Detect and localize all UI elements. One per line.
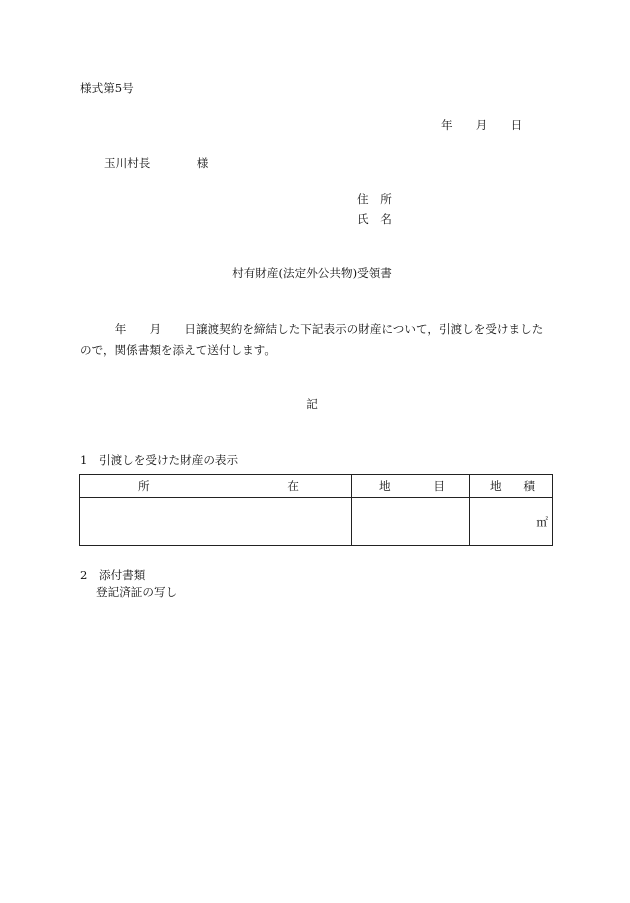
header-land-category xyxy=(352,475,470,498)
header-location-char-2: 在 xyxy=(287,479,299,493)
date-line: 年 月 日 xyxy=(441,118,523,132)
cell-area xyxy=(470,498,553,546)
header-area-char-1: 地 xyxy=(490,479,502,493)
body-line-1: 年 月 日譲渡契約を締結した下記表示の財産について，引渡しを受けました xyxy=(80,322,544,336)
header-location xyxy=(80,475,352,498)
form-number: 様式第5号 xyxy=(80,81,134,95)
header-location-char-1: 所 xyxy=(138,479,150,493)
header-location-label xyxy=(80,478,351,494)
sender-address-label: 住 所 xyxy=(357,192,392,206)
property-table-header-row xyxy=(80,475,553,498)
cell-land-category xyxy=(352,498,470,546)
addressee xyxy=(104,155,208,171)
sender-name-label: 氏 名 xyxy=(357,212,392,226)
section2-heading: 2 添付書類 xyxy=(80,568,146,582)
area-unit: ㎡ xyxy=(536,514,548,529)
header-area-char-2: 積 xyxy=(523,479,535,493)
attachment-item: 登記済証の写し xyxy=(96,585,178,599)
header-land-category-label xyxy=(352,478,469,494)
ki-heading: 記 xyxy=(306,397,318,411)
header-area xyxy=(470,475,553,498)
table-row xyxy=(80,498,553,546)
property-table xyxy=(79,474,553,546)
cell-location xyxy=(80,498,352,546)
header-land-category-char-2: 目 xyxy=(433,479,445,493)
addressee-honorific: 様 xyxy=(196,156,209,170)
header-area-label xyxy=(470,478,552,494)
document-title: 村有財産(法定外公共物)受領書 xyxy=(232,266,392,280)
addressee-name: 玉川村長 xyxy=(104,156,151,170)
header-land-category-char-1: 地 xyxy=(379,479,391,493)
addressee-spacer xyxy=(150,156,196,170)
body-line-2: ので，関係書類を添えて送付します。 xyxy=(80,343,276,357)
section1-heading: 1 引渡しを受けた財産の表示 xyxy=(80,453,239,467)
